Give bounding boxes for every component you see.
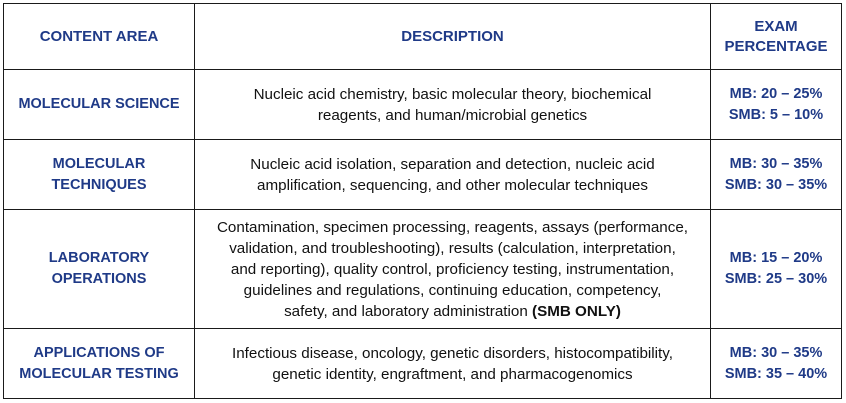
smb-percentage: SMB: 30 – 35%: [724, 176, 828, 193]
content-area-label: APPLICATIONS OF: [33, 344, 165, 361]
header-content-area: [4, 4, 195, 70]
table-row: [4, 70, 842, 140]
smb-percentage: SMB: 5 – 10%: [728, 106, 824, 123]
table-row: [4, 140, 842, 210]
smb-only-emphasis: (SMB ONLY): [532, 302, 621, 320]
table-row: [4, 329, 842, 399]
content-area-label: MOLECULAR TESTING: [19, 365, 179, 382]
header-description: [195, 4, 711, 70]
description-cell: [195, 140, 711, 210]
table-row: [4, 210, 842, 329]
exam-percentage-cell: [711, 329, 842, 399]
exam-percentage-cell: [711, 70, 842, 140]
description-line: genetic identity, engraftment, and pharmacogenomics: [272, 365, 633, 383]
exam-percentage-cell: [711, 140, 842, 210]
mb-percentage: MB: 20 – 25%: [729, 85, 823, 102]
smb-percentage: SMB: 35 – 40%: [724, 365, 828, 382]
content-area-label: TECHNIQUES: [51, 176, 147, 193]
description-line: validation, and troubleshooting), results (calculation, interpretation,: [229, 239, 676, 257]
header-description-label: DESCRIPTION: [401, 27, 504, 45]
description-line: [201, 301, 704, 322]
exam-percentage-cell: [711, 210, 842, 329]
header-content-area-label: CONTENT AREA: [39, 27, 159, 45]
description-line: and reporting), quality control, proficiency testing, instrumentation,: [230, 260, 675, 278]
description-line: Nucleic acid chemistry, basic molecular theory, biochemical: [253, 85, 652, 103]
smb-percentage: SMB: 25 – 30%: [724, 271, 828, 287]
content-area-cell: [4, 140, 195, 210]
description-line: Infectious disease, oncology, genetic disorders, histocompatibility,: [232, 344, 673, 362]
description-line: Nucleic acid isolation, separation and detection, nucleic acid: [250, 155, 655, 173]
description-line: reagents, and human/microbial genetics: [317, 106, 588, 124]
header-exam-percentage: [711, 4, 842, 70]
mb-percentage: MB: 30 – 35%: [729, 344, 823, 361]
description-line: amplification, sequencing, and other molecular techniques: [257, 176, 648, 194]
mb-percentage: MB: 30 – 35%: [729, 155, 823, 172]
content-area-label: LABORATORY: [48, 250, 150, 266]
content-area-label: MOLECULAR: [52, 155, 146, 172]
header-exam-label: EXAM: [754, 17, 798, 35]
description-cell: [195, 210, 711, 329]
header-percentage-label: PERCENTAGE: [724, 37, 828, 55]
description-line: Contamination, specimen processing, reagents, assays (performance,: [216, 218, 689, 236]
description-line: guidelines and regulations, continuing education, competency,: [243, 281, 662, 299]
content-area-cell: [4, 210, 195, 329]
description-cell: [195, 329, 711, 399]
content-area-cell: [4, 329, 195, 399]
header-row: [4, 4, 842, 70]
mb-percentage: MB: 15 – 20%: [729, 250, 823, 266]
content-area-label: OPERATIONS: [51, 271, 147, 287]
content-area-label: MOLECULAR SCIENCE: [18, 96, 180, 112]
content-area-table: [3, 3, 842, 399]
description-text: safety, and laboratory administration: [284, 302, 528, 320]
description-cell: [195, 70, 711, 140]
content-area-cell: [4, 70, 195, 140]
